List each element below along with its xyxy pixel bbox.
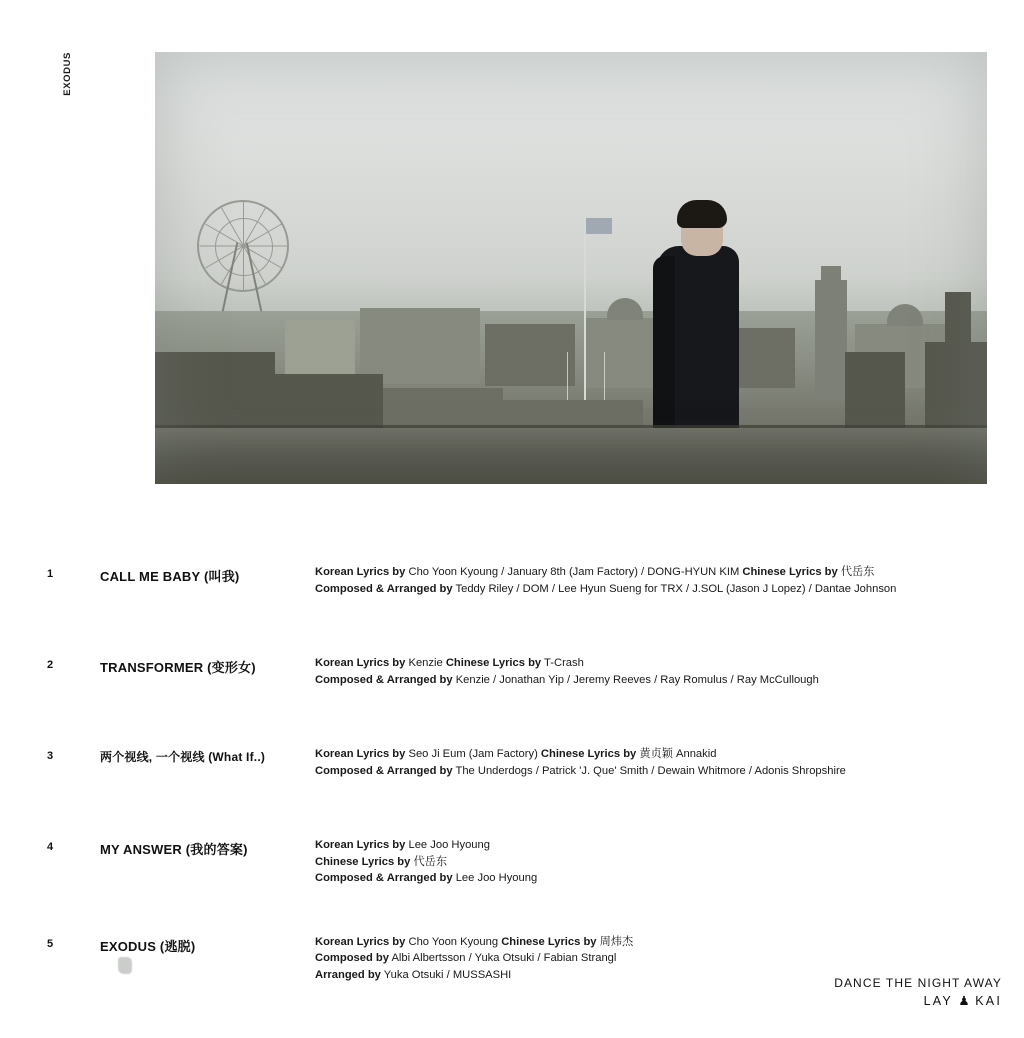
- track-row: [0, 734, 1024, 790]
- track-row: [0, 552, 1024, 608]
- track-title: EXODUS (逃脱): [100, 938, 196, 954]
- credit-line: Composed by Albi Albertsson / Yuka Otsuki / Fabian Strangl: [315, 952, 617, 964]
- track-number: 5: [46, 937, 54, 950]
- track-credits: [315, 825, 1024, 887]
- track-title: TRANSFORMER (变形女): [100, 660, 256, 675]
- credit-line: Korean Lyrics by Lee Joo Hyoung: [315, 839, 490, 851]
- chess-pawn-icon: ♟: [958, 994, 970, 1008]
- photo-vignette: [155, 52, 987, 484]
- track-list: [0, 552, 1024, 1018]
- track-title: MY ANSWER (我的答案): [100, 842, 248, 857]
- credit-line: Arranged by Yuka Otsuki / MUSSASHI: [315, 968, 512, 981]
- credit-line: Composed & Arranged by Lee Joo Hyoung: [315, 872, 538, 884]
- track-number: 3: [46, 750, 54, 762]
- footer-tagline: DANCE THE NIGHT AWAY: [834, 976, 1002, 990]
- credit-line: Korean Lyrics by Cho Yoon Kyoung Chinese Lyrics by 周炜杰: [315, 935, 634, 948]
- footer-artist-lay: LAY: [923, 994, 953, 1008]
- track-number: 2: [46, 659, 54, 671]
- track-title: CALL ME BABY (叫我): [100, 569, 240, 584]
- credit-line: Korean Lyrics by Seo Ji Eum (Jam Factory) Chinese Lyrics by 黄贞颖 Annakid: [315, 748, 717, 760]
- footer-artist-kai: KAI: [975, 994, 1002, 1008]
- track-credits: [315, 922, 1024, 984]
- track-row: [0, 643, 1024, 699]
- album-side-label: EXODUS: [62, 52, 73, 96]
- credit-line: Korean Lyrics by Cho Yoon Kyoung / January 8th (Jam Factory) / DONG-HYUN KIM Chinese Lyrics by 代岳东: [315, 566, 875, 578]
- track-credits: [315, 734, 1024, 779]
- credit-line: Korean Lyrics by Kenzie Chinese Lyrics by T-Crash: [315, 657, 584, 669]
- track-row: [0, 922, 1024, 984]
- footer: [834, 976, 1002, 1008]
- credit-line: Chinese Lyrics by 代岳东: [315, 855, 448, 868]
- track-number: 1: [46, 568, 54, 580]
- album-photo: [155, 52, 987, 484]
- credit-line: Composed & Arranged by Kenzie / Jonathan Yip / Jeremy Reeves / Ray Romulus / Ray McCullough: [315, 673, 819, 686]
- credit-line: Composed & Arranged by Teddy Riley / DOM / Lee Hyun Sueng for TRX / J.SOL (Jason J Lopez) / Dantae Johnson: [315, 582, 897, 595]
- photo-canvas: [155, 52, 987, 484]
- track-credits: [315, 552, 1024, 597]
- credit-line: Composed & Arranged by The Underdogs / Patrick 'J. Que' Smith / Dewain Whitmore / Adonis Shropshire: [315, 764, 846, 777]
- paper-smudge: [118, 957, 132, 974]
- track-number: 4: [46, 841, 54, 853]
- footer-artists: [834, 993, 1002, 1008]
- track-credits: [315, 643, 1024, 688]
- track-row: [0, 825, 1024, 887]
- track-title: 两个视线, 一个视线 (What If..): [100, 750, 266, 764]
